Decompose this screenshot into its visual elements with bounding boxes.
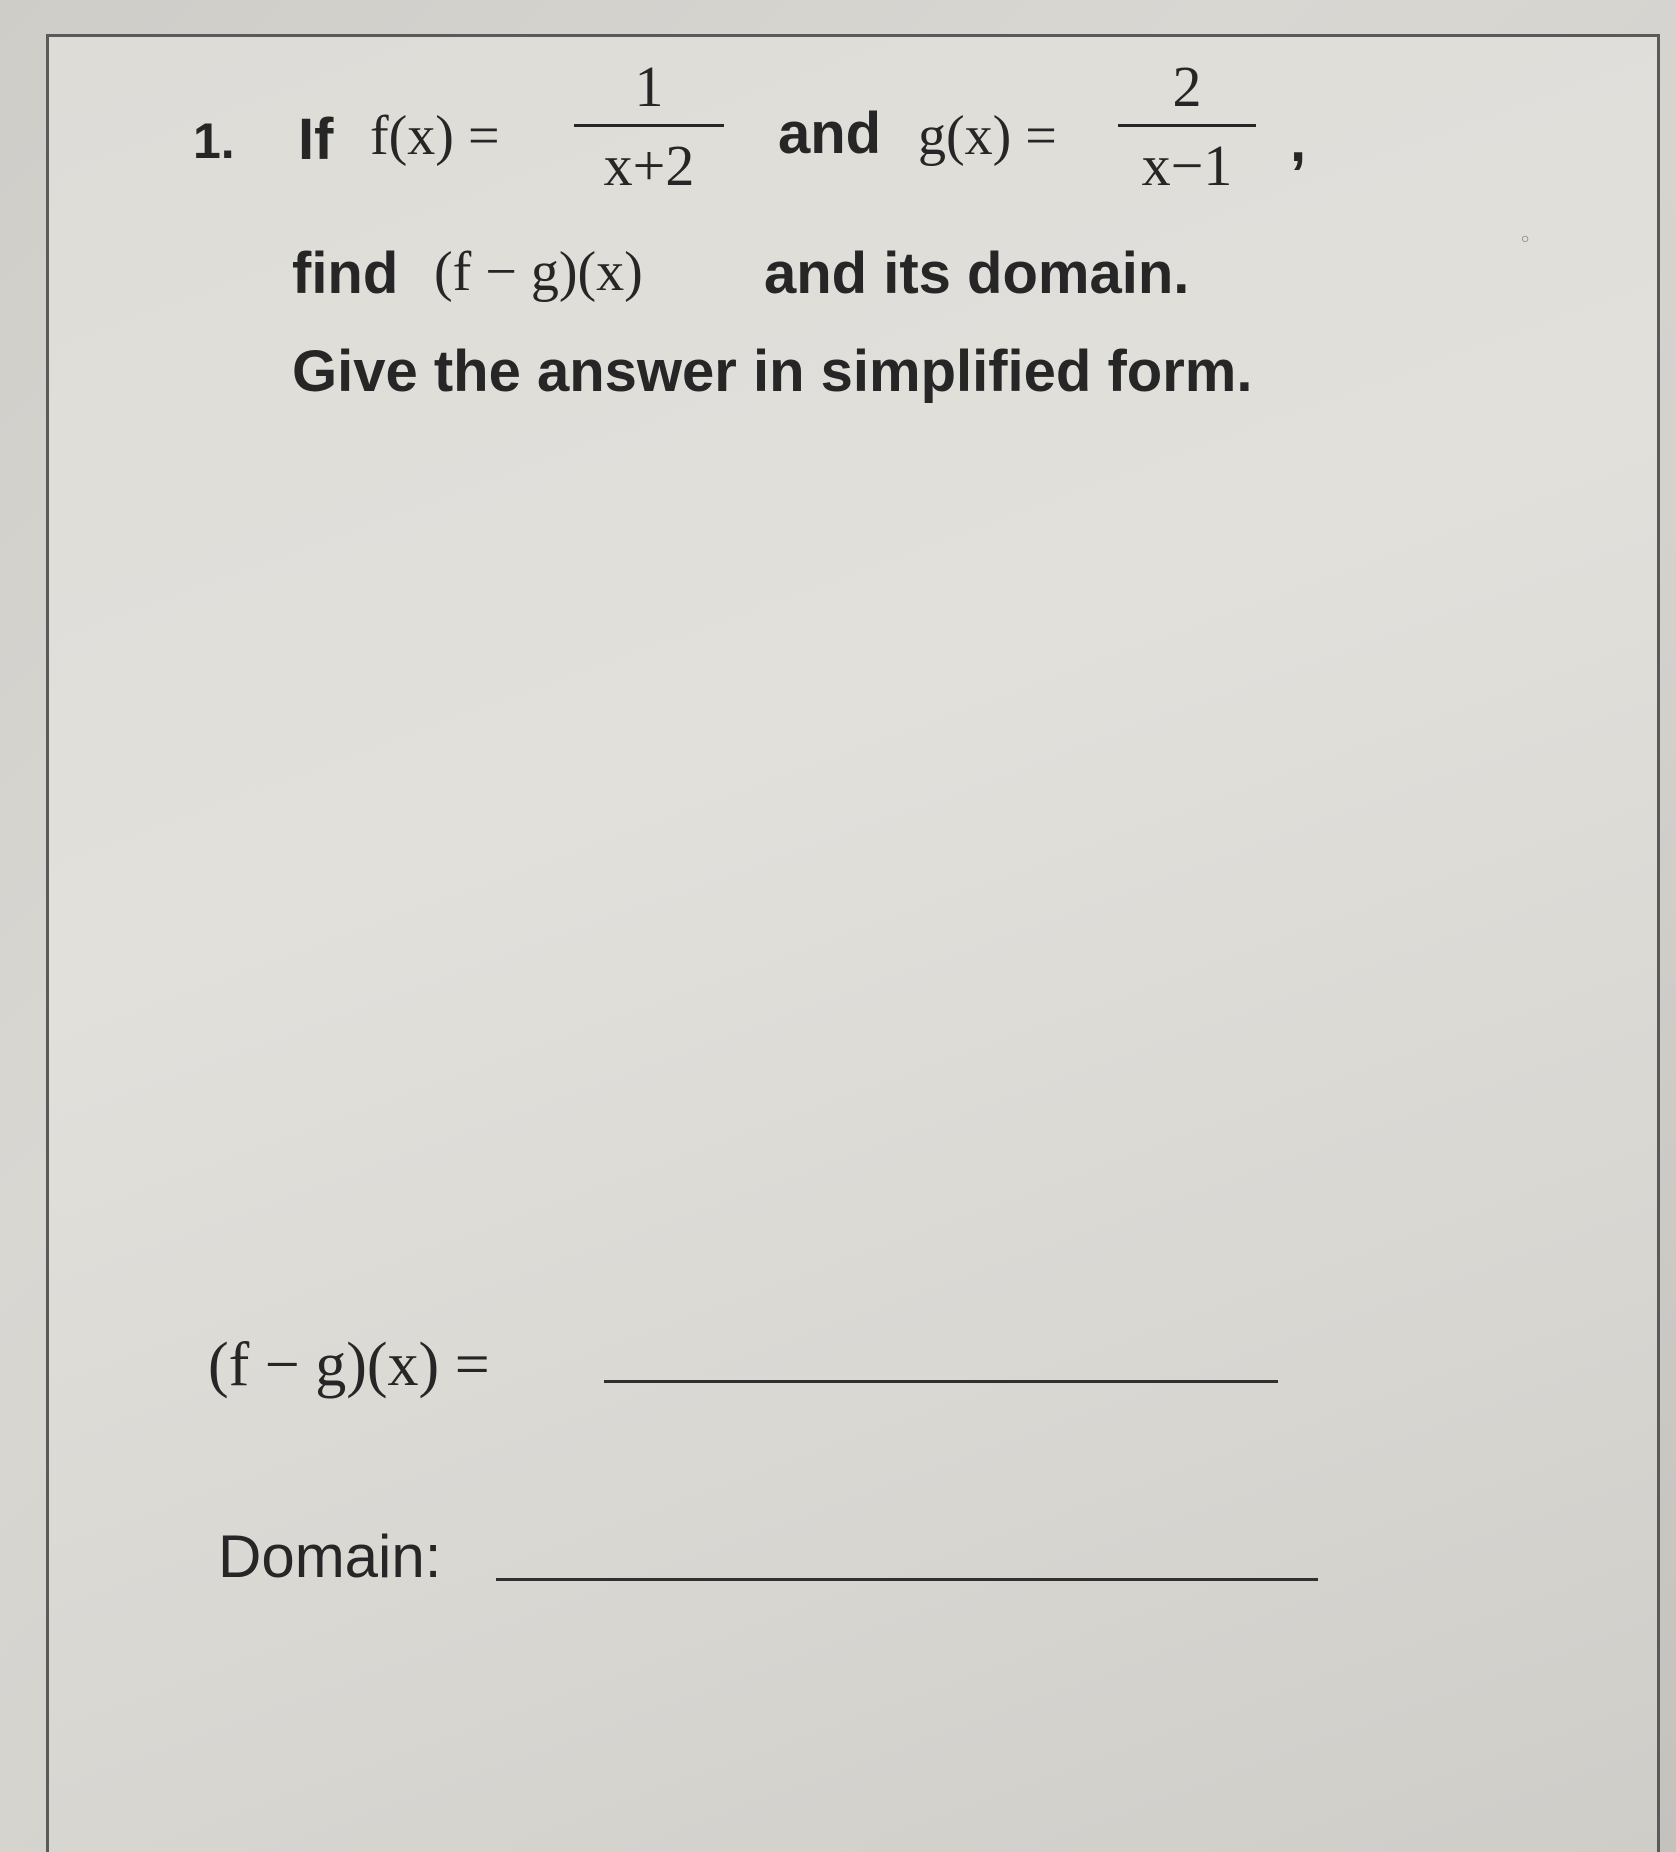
g-denominator: x−1 (1141, 133, 1233, 198)
find-tail-text: and its domain. (764, 241, 1190, 306)
g-definition-lhs: g(x) = (918, 105, 1057, 167)
g-fraction (1118, 54, 1256, 198)
instruction-text: Give the answer in simplified form. (292, 339, 1253, 404)
domain-blank[interactable] (496, 1578, 1318, 1581)
f-denominator: x+2 (603, 133, 695, 198)
answer-fg-label: (f − g)(x) = (208, 1331, 490, 1399)
problem-number: 1. (193, 113, 235, 169)
f-minus-g-expression: (f − g)(x) (434, 241, 643, 303)
f-fraction (574, 54, 724, 198)
f-numerator: 1 (634, 54, 664, 119)
paper-speck: ○ (1521, 230, 1530, 246)
f-definition-lhs: f(x) = (370, 105, 500, 167)
domain-label: Domain: (218, 1523, 442, 1590)
g-numerator: 2 (1172, 54, 1202, 119)
word-find: find (292, 241, 399, 306)
answer-fg-blank[interactable] (604, 1380, 1278, 1383)
comma: , (1290, 109, 1307, 174)
word-if: If (298, 107, 334, 172)
word-and: and (778, 101, 882, 166)
